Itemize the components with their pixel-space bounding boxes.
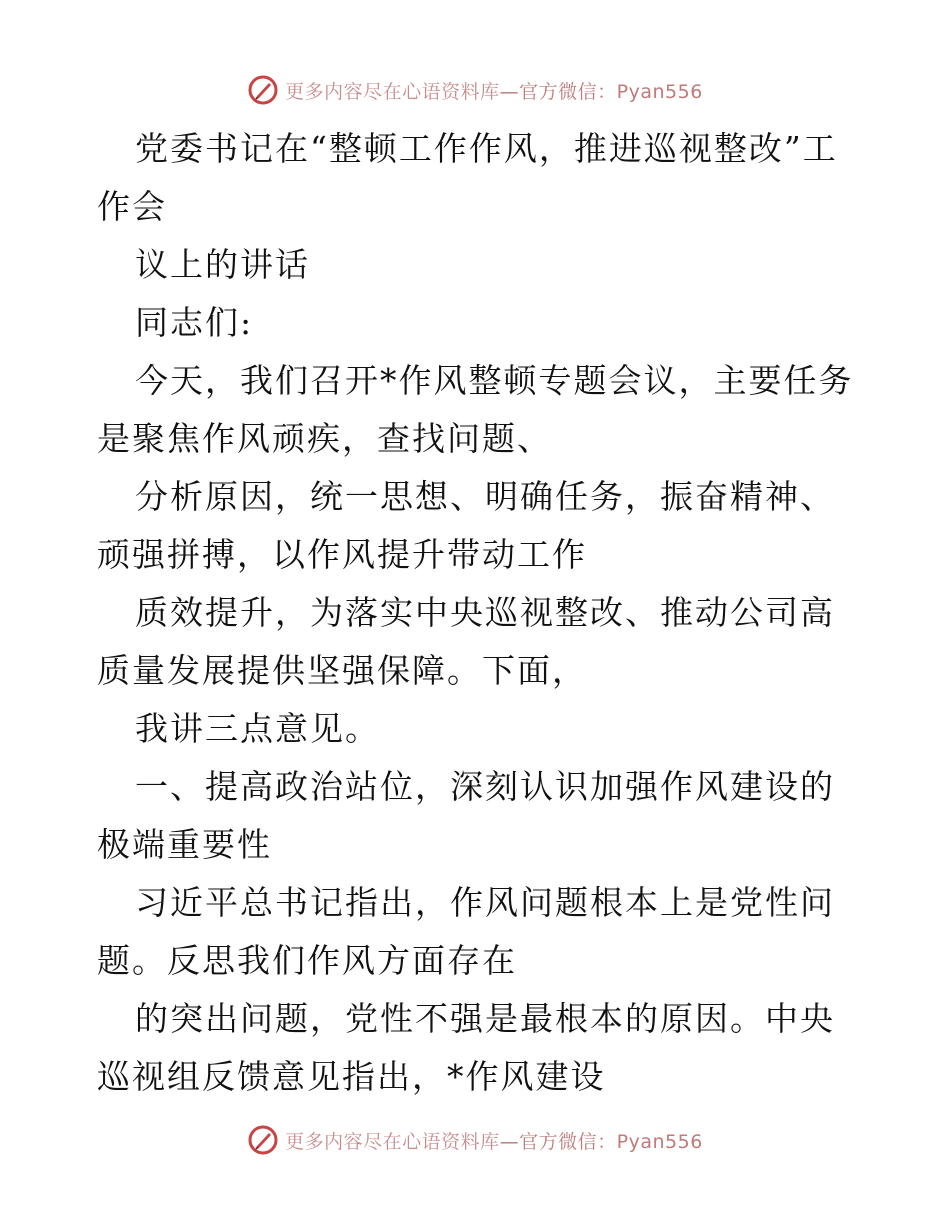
- paragraph: 质效提升，为落实中央巡视整改、推动公司高质量发展提供坚强保障。下面，: [97, 593, 835, 690]
- footer-watermark: [0, 1120, 950, 1160]
- watermark-title: 更多内容尽在心语资料库: [285, 80, 500, 103]
- paragraph-title: 党委书记在“整顿工作作风，推进巡视整改”工作会: [97, 129, 838, 226]
- paragraph-title-continued: 议上的讲话: [135, 245, 310, 284]
- watermark-contact: 官方微信：Pyan556: [519, 80, 703, 103]
- watermark-title: 更多内容尽在心语资料库: [285, 1130, 500, 1153]
- watermark-separator: —: [499, 1130, 520, 1153]
- watermark-text: [285, 77, 703, 104]
- paragraph: 我讲三点意见。: [135, 709, 380, 748]
- pen-logo-icon: [247, 1124, 279, 1156]
- paragraph: 今天，我们召开*作风整顿专题会议，主要任务是聚焦作风顽疾，查找问题、: [97, 361, 854, 458]
- paragraph: 习近平总书记指出，作风问题根本上是党性问题。反思我们作风方面存在: [97, 883, 835, 980]
- paragraph-salutation: 同志们:: [135, 303, 254, 342]
- pen-logo-icon: [247, 74, 279, 106]
- section-heading: 一、提高政治站位，深刻认识加强作风建设的极端重要性: [97, 767, 835, 864]
- watermark-text: [285, 1127, 703, 1154]
- header-watermark: [0, 70, 950, 110]
- paragraph: 分析原因，统一思想、明确任务，振奋精神、顽强拼搏，以作风提升带动工作: [97, 477, 835, 574]
- document-body: [97, 120, 857, 1106]
- paragraph: 的突出问题，党性不强是最根本的原因。中央巡视组反馈意见指出，*作风建设: [97, 999, 835, 1096]
- watermark-contact: 官方微信：Pyan556: [519, 1130, 703, 1153]
- watermark-separator: —: [499, 80, 520, 103]
